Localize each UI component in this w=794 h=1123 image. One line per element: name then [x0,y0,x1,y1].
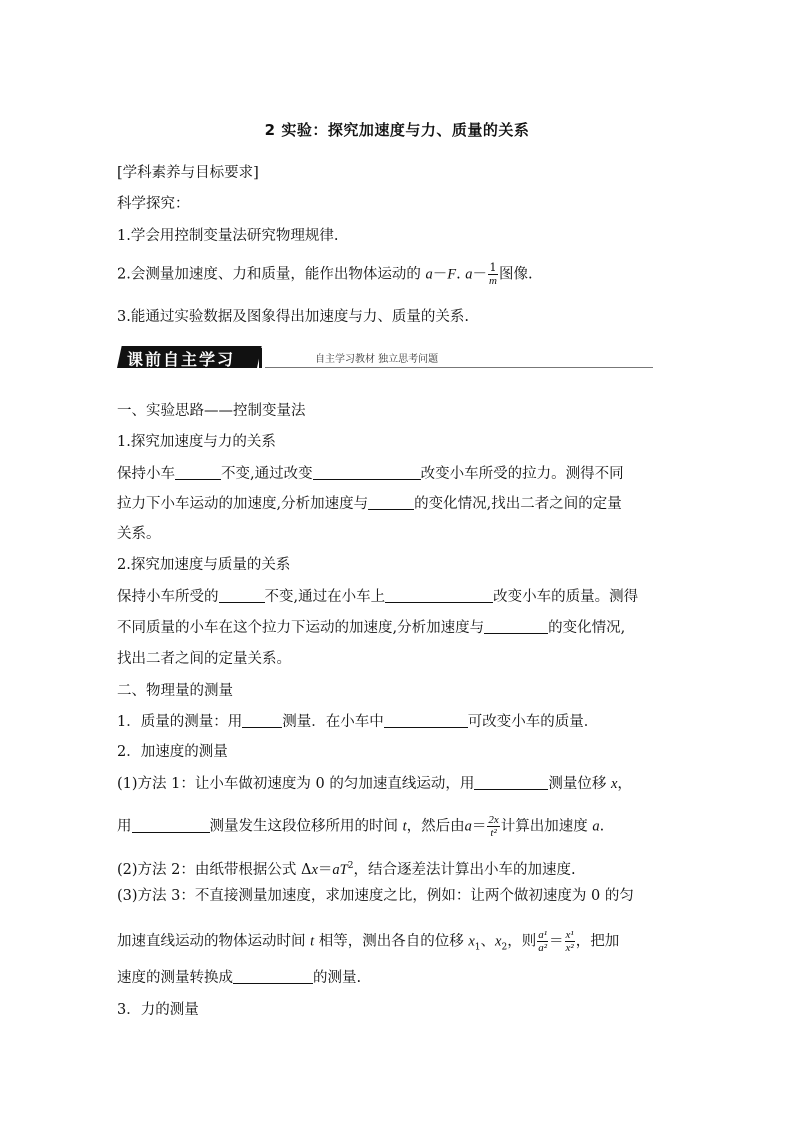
fill-blank [384,713,468,728]
fill-blank [132,818,210,833]
text: 改变小车的质量。测得 [493,589,639,605]
math-superscript: 2 [347,861,354,871]
fraction-one-over-m [488,262,498,287]
math-op: ＝ [317,861,333,878]
fraction-denominator: t² [490,827,497,839]
math-var: a [464,818,472,835]
text: 测量位移 [548,776,607,792]
math-op: ＝ [549,933,564,950]
math-subscript: 2 [501,942,508,953]
text: 拉力下小车运动的加速度,分析加速度与 [117,496,369,512]
math-var: aT [332,861,348,878]
goal-2 [117,262,533,287]
fraction-numerator: a¹ [538,929,548,941]
fill-blank [242,713,282,728]
text: 保持小车 [117,466,175,482]
math-var: t [402,818,407,835]
text: 不同质量的小车在这个拉力下运动的加速度,分析加速度与 [117,620,485,636]
banner-subtitle: 自主学习教材 独立思考问题 [315,354,439,365]
fraction-2x-over-t2 [487,814,499,839]
section-banner [117,346,653,372]
paragraph-line: 关系。 [117,526,161,542]
fill-blank [175,465,221,480]
science-label: 科学探究： [117,196,190,212]
banner-divider [259,348,262,368]
paragraph-line [117,929,619,957]
text: ，则 [507,933,537,950]
paragraph-line [117,774,632,794]
text: 可改变小车的质量． [467,714,599,730]
paragraph-line [117,464,624,484]
fraction-denominator: x² [565,942,574,954]
text: 的变化情况,找出二者之间的定量 [414,496,622,512]
paragraph-line [117,618,625,638]
paragraph-line [117,814,604,839]
fill-blank [219,588,265,603]
math-var: x [468,933,475,950]
goal-1: 1.学会用控制变量法研究物理规律. [117,228,339,244]
text: 用 [117,818,132,835]
goals-header: [学科素养与目标要求] [117,165,259,181]
math-var: a [465,266,473,283]
fill-blank [368,495,414,510]
math-op: － [472,266,488,283]
text: 速度的测量转换成 [117,970,233,986]
banner-title: 课前自主学习 [127,350,236,369]
subsection-1-1: 1.探究加速度与力的关系 [117,434,276,450]
fraction-numerator: 1 [489,261,497,274]
text: 测量发生这段位移所用的时间 [209,818,398,835]
text: ，然后由 [406,818,465,835]
text: 的变化情况, [548,620,626,636]
section-1-heading: 一、实验思路——控制变量法 [117,403,306,419]
math-sep: . [456,266,466,283]
text: (2)方法 2：由纸带根据公式 Δ [117,861,312,878]
text: ，结合逐差法计算出小车的加速度. [353,861,576,878]
math-subscript: 1 [474,942,481,953]
math-op: － [432,266,448,283]
subsection-1-2: 2.探究加速度与质量的关系 [117,557,291,573]
fill-blank [233,969,313,984]
paragraph-line: (3)方法 3：不直接测量加速度，求加速度之比，例如：让两个做初速度为 0 的匀 [117,888,634,904]
text: 加速直线运动的物体运动时间 [117,933,306,950]
fill-blank [484,619,548,634]
math-var: t [310,933,315,950]
fill-blank [385,588,493,603]
text: 的测量. [313,970,362,986]
text: 1．质量的测量：用 [117,714,243,730]
paragraph-line: 找出二者之间的定量关系。 [117,651,291,667]
paragraph-line [117,494,622,514]
paragraph-line [117,856,576,880]
goal-3: 3.能通过实验数据及图象得出加速度与力、质量的关系. [117,309,469,325]
text: ， [617,776,632,792]
text: 计算出加速度 [500,818,588,835]
math-var: x [495,933,502,950]
text: (1)方法 1：让小车做初速度为 0 的匀加速直线运动，用 [117,776,475,792]
subsection-2-3: 3．力的测量 [117,1002,199,1018]
math-var: x [610,776,618,792]
fraction-denominator: a² [538,942,548,954]
subsection-2-2: 2．加速度的测量 [117,744,228,760]
text: . [599,818,605,835]
goal-2-end: 图像. [498,266,533,283]
text: 相等，测出各自的位移 [318,933,464,950]
fill-blank [313,465,421,480]
goal-2-text: 2.会测量加速度、力和质量，能作出物体运动的 [117,266,421,283]
page-title: 2 实验：探究加速度与力、质量的关系 [264,121,530,139]
fraction-x1-over-x2 [565,929,575,954]
text: 、 [480,933,496,950]
section-2-heading: 二、物理量的测量 [117,683,233,699]
text: 测量．在小车中 [282,714,384,730]
fill-blank [474,775,548,790]
fraction-a1-over-a2 [537,929,548,954]
paragraph-line [117,968,361,988]
math-var: a [592,818,600,835]
text: 不变,通过在小车上 [264,589,386,605]
text: ，把加 [575,933,620,950]
fraction-denominator: m [489,275,497,287]
math-var: x [311,861,318,878]
math-var: a [425,266,433,283]
paragraph-line [117,587,638,607]
math-op: ＝ [471,818,487,835]
banner-rule [265,367,653,368]
fraction-numerator: 2x [488,814,499,826]
text: 不变,通过改变 [221,466,313,482]
fraction-numerator: x¹ [565,929,574,941]
text: 保持小车所受的 [117,589,219,605]
text: 改变小车所受的拉力。测得不同 [420,466,624,482]
paragraph-line [117,712,598,732]
math-var: F [447,266,457,283]
